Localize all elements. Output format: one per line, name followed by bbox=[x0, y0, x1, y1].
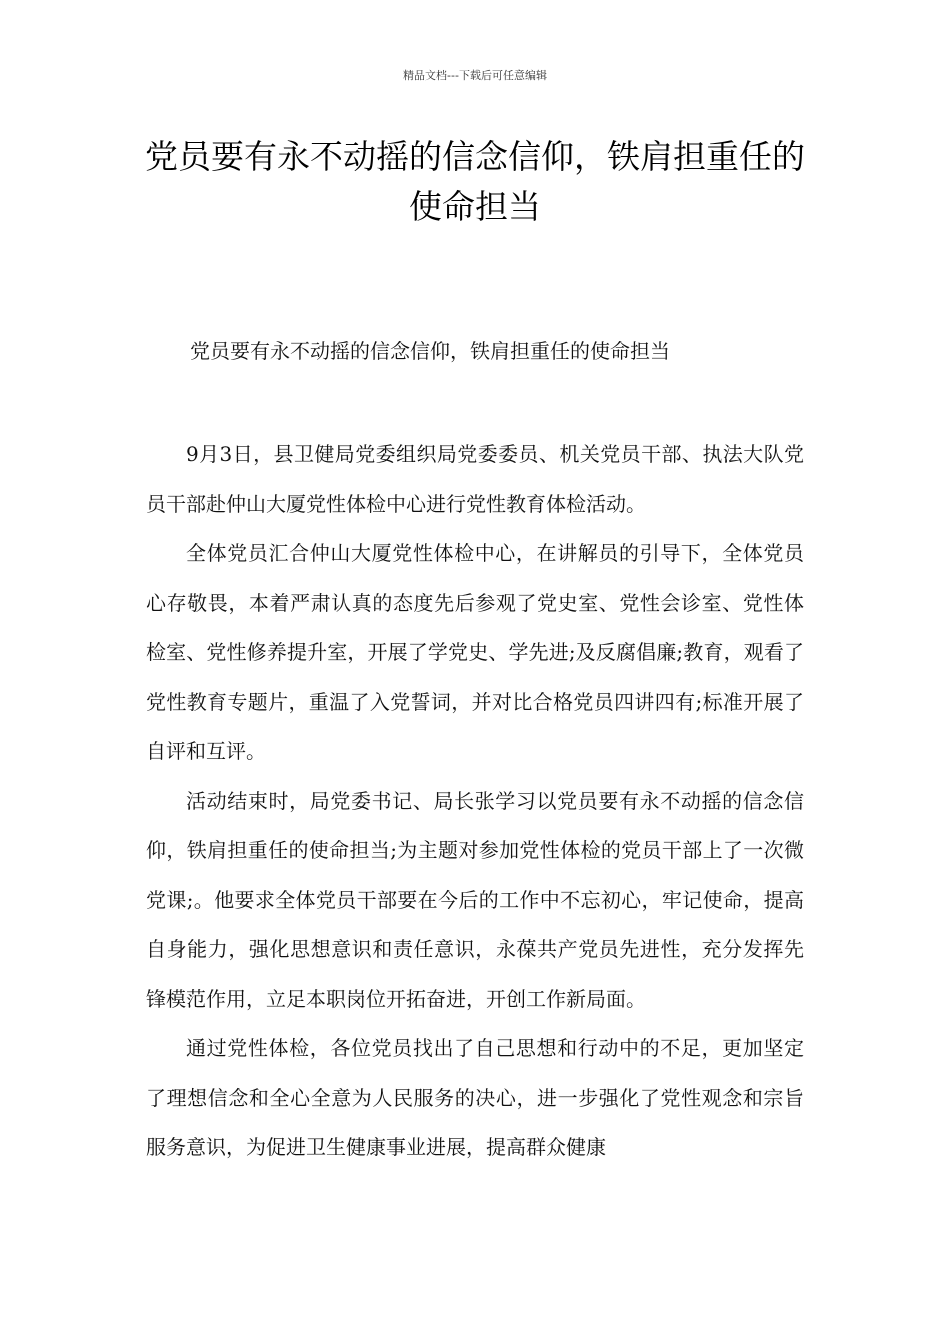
paragraph: 活动结束时，局党委书记、局长张学习以党员要有永不动摇的信念信仰，铁肩担重任的使命担当;为主题对参加党性体检的党员干部上了一次微党课;。他要求全体党员干部要在今后的工作中不忘初心，牢记使命，提高自身能力，强化思想意识和责任意识，永葆共产党员先进性，充分发挥先锋模范作用，立足本职岗位开拓奋进，开创工作新局面。 bbox=[146, 788, 804, 1011]
paragraph: 通过党性体检，各位党员找出了自己思想和行动中的不足，更加坚定了理想信念和全心全意为人民服务的决心，进一步强化了党性观念和宗旨服务意识，为促进卫生健康事业进展，提高群众健康 bbox=[146, 1036, 804, 1159]
paragraph: 9月3日，县卫健局党委组织局党委委员、机关党员干部、执法大队党员干部赴仲山大厦党性体检中心进行党性教育体检活动。 bbox=[146, 442, 804, 516]
document-title: 党员要有永不动摇的信念信仰，铁肩担重任的使命担当 bbox=[145, 137, 805, 226]
document-subtitle: 党员要有永不动摇的信念信仰，铁肩担重任的使命担当 bbox=[190, 339, 670, 363]
body-text bbox=[146, 430, 804, 1173]
paragraph: 全体党员汇合仲山大厦党性体检中心，在讲解员的引导下，全体党员心存敬畏，本着严肃认真的态度先后参观了党史室、党性会诊室、党性体检室、党性修养提升室，开展了学党史、学先进;及反腐倡廉;教育，观看了党性教育专题片，重温了入党誓词，并对比合格党员四讲四有;标准开展了自评和互评。 bbox=[146, 541, 804, 763]
header-note: 精品文档---下载后可任意编辑 bbox=[403, 69, 547, 82]
